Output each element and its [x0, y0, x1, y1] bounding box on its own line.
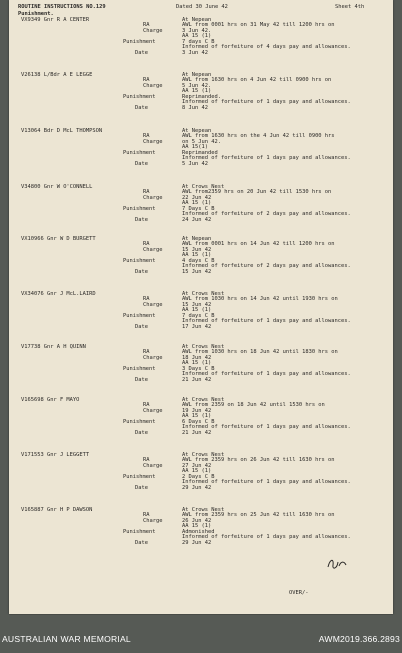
- date-label: Date: [135, 484, 148, 491]
- charge-line: 27 Jun 42: [182, 462, 212, 469]
- charge-line: AWL from 1030 hrs on 18 Jun 42 until 1830 hrs on: [182, 349, 338, 356]
- ra-value: At Nepean: [182, 72, 212, 78]
- date-value: 21 Jun 42: [182, 376, 212, 383]
- date-label: Date: [135, 376, 148, 383]
- forfeiture-note: Informed of forfeiture of 1 days pay and allowances.: [182, 479, 351, 486]
- charge-label: Charge: [143, 194, 163, 201]
- punishment-value: 6 Days C B: [182, 418, 215, 425]
- charge-line: AA 15(1): [182, 144, 208, 151]
- date-value: 8 Jun 42: [182, 104, 208, 111]
- charge-label: Charge: [143, 407, 163, 414]
- soldier-name: VX9349 Gnr R A CENTER: [21, 17, 90, 23]
- date-label: Date: [135, 216, 148, 223]
- date-label: Date: [135, 429, 148, 436]
- date-value: 29 Jun 42: [182, 539, 212, 546]
- forfeiture-note: Informed of forfeiture of 1 days pay and allowances.: [182, 318, 351, 325]
- ra-label: RA: [143, 512, 150, 519]
- document-date: Dated 30 June 42: [176, 4, 228, 10]
- date-label: Date: [135, 49, 148, 56]
- date-value: 15 Jun 42: [182, 268, 212, 275]
- charge-label: Charge: [143, 138, 163, 145]
- punishment-label: Punishment: [123, 149, 156, 156]
- charge-line: AA 15 (1): [182, 413, 212, 420]
- charge-line: AA 15 (1): [182, 200, 212, 207]
- over-marker: OVER/-: [289, 590, 309, 596]
- punishment-value: 3 Days C B: [182, 365, 215, 372]
- charge-line: 19 Jun 42: [182, 407, 212, 414]
- soldier-name: V34800 Gnr W O'CONNELL: [21, 184, 93, 190]
- charge-line: AWL from 1630 hrs on the 4 Jun 42 till 0900 hrs: [182, 133, 335, 140]
- date-label: Date: [135, 104, 148, 111]
- charge-line: AWL from 0001 hrs on 14 Jun 42 till 1200 hrs on: [182, 241, 335, 248]
- caption-accession: AWM2019.366.2893: [318, 634, 400, 644]
- charge-line: AA 15 (1): [182, 360, 212, 367]
- charge-label: Charge: [143, 246, 163, 253]
- date-value: 3 Jun 42: [182, 49, 208, 56]
- ra-value: At Crows Nest: [182, 397, 225, 403]
- punishment-value: Reprimanded.: [182, 93, 221, 100]
- soldier-name: VX34076 Gnr J McL.LAIRD: [21, 291, 96, 297]
- forfeiture-note: Informed of forfeiture of 4 days pay and allowances.: [182, 44, 351, 51]
- date-value: 21 Jun 42: [182, 429, 212, 436]
- punishment-value: 7 Days C B: [182, 205, 215, 212]
- charge-line: AA 15 (1): [182, 252, 212, 259]
- soldier-name: V13064 Bdr D McL THOMPSON: [21, 128, 103, 134]
- date-value: 24 Jun 42: [182, 216, 212, 223]
- ra-value: At Nepean: [182, 236, 212, 242]
- ra-label: RA: [143, 77, 150, 84]
- ra-label: RA: [143, 241, 150, 248]
- ra-value: At Crows Nest: [182, 291, 225, 297]
- ra-label: RA: [143, 349, 150, 356]
- document-title: ROUTINE INSTRUCTIONS NO.129: [18, 4, 106, 10]
- punishment-value: 4 days C B: [182, 257, 215, 264]
- date-label: Date: [135, 160, 148, 167]
- punishment-label: Punishment: [123, 418, 156, 425]
- punishment-value: 7 days C B: [182, 312, 215, 319]
- soldier-name: V165698 Gnr F MAYO: [21, 397, 80, 403]
- date-label: Date: [135, 268, 148, 275]
- ra-value: At Crows Nest: [182, 184, 225, 190]
- punishment-label: Punishment: [123, 38, 156, 45]
- charge-label: Charge: [143, 517, 163, 524]
- forfeiture-note: Informed of forfeiture of 1 days pay and allowances.: [182, 534, 351, 541]
- punishment-value: Admonished: [182, 528, 215, 535]
- soldier-name: VX10966 Gnr W D BURGETT: [21, 236, 96, 242]
- forfeiture-note: Informed of forfeiture of 1 days pay and allowances.: [182, 371, 351, 378]
- punishment-label: Punishment: [123, 205, 156, 212]
- charge-line: AWL from 2359 hrs on 25 Jun 42 till 1630 hrs on: [182, 512, 335, 519]
- charge-line: 15 Jun 42: [182, 246, 212, 253]
- charge-line: 5 Jun 42.: [182, 82, 212, 89]
- ra-value: At Crows Nest: [182, 507, 225, 513]
- ra-label: RA: [143, 402, 150, 409]
- charge-line: 22 Jun 42: [182, 194, 212, 201]
- punishment-label: Punishment: [123, 93, 156, 100]
- ra-value: At Nepean: [182, 17, 212, 23]
- ra-label: RA: [143, 457, 150, 464]
- punishment-label: Punishment: [123, 528, 156, 535]
- punishment-label: Punishment: [123, 365, 156, 372]
- sheet-number: Sheet 4th: [335, 4, 365, 10]
- charge-label: Charge: [143, 301, 163, 308]
- ra-label: RA: [143, 22, 150, 29]
- forfeiture-note: Informed of forfeiture of 1 days pay and allowances.: [182, 424, 351, 431]
- charge-line: AWL from 0001 hrs on 31 May 42 till 1200 hrs on: [182, 22, 335, 29]
- ra-value: At Crows Nest: [182, 452, 225, 458]
- forfeiture-note: Informed of forfeiture of 2 days pay and allowances.: [182, 211, 351, 218]
- ra-label: RA: [143, 189, 150, 196]
- handwritten-initials: [326, 557, 348, 571]
- punishment-label: Punishment: [123, 312, 156, 319]
- ra-value: At Crows Nest: [182, 344, 225, 350]
- ra-label: RA: [143, 133, 150, 140]
- soldier-name: V26138 L/Bdr A E LEGGE: [21, 72, 93, 78]
- charge-line: AWL from 1030 hrs on 14 Jun 42 until 1930 hrs on: [182, 296, 338, 303]
- section-heading: Punishment.: [18, 11, 54, 17]
- forfeiture-note: Informed of forfeiture of 2 days pay and allowances.: [182, 263, 351, 270]
- ra-value: At Nepean: [182, 128, 212, 134]
- charge-line: AA 15 (1): [182, 307, 212, 314]
- charge-line: AA 15 (1): [182, 88, 212, 95]
- date-value: 17 Jun 42: [182, 323, 212, 330]
- charge-line: AA 15 (1): [182, 33, 212, 40]
- charge-line: AA 15 (1): [182, 523, 212, 530]
- date-label: Date: [135, 539, 148, 546]
- punishment-value: Reprimanded: [182, 149, 218, 156]
- forfeiture-note: Informed of forfeiture of 1 days pay and allowances.: [182, 99, 351, 106]
- date-label: Date: [135, 323, 148, 330]
- charge-line: AWL from 1630 hrs on 4 Jun 42 till 0900 hrs on: [182, 77, 332, 84]
- caption-institution: AUSTRALIAN WAR MEMORIAL: [2, 634, 131, 644]
- charge-line: on 5 Jun 42.: [182, 138, 221, 145]
- soldier-name: V17738 Gnr A H QUINN: [21, 344, 86, 350]
- punishment-label: Punishment: [123, 473, 156, 480]
- document-page: [9, 0, 393, 614]
- date-value: 5 Jun 42: [182, 160, 208, 167]
- charge-line: AWL from 2359 hrs on 26 Jun 42 till 1630 hrs on: [182, 457, 335, 464]
- soldier-name: V171553 Gnr J LEGGETT: [21, 452, 90, 458]
- charge-line: 3 Jun 42.: [182, 27, 212, 34]
- punishment-label: Punishment: [123, 257, 156, 264]
- charge-line: AWL from 2359 on 18 Jun 42 until 1530 hrs on: [182, 402, 325, 409]
- charge-line: AWL from2359 hrs on 20 Jun 42 till 1530 hrs on: [182, 189, 332, 196]
- charge-label: Charge: [143, 82, 163, 89]
- charge-label: Charge: [143, 354, 163, 361]
- date-value: 29 Jun 42: [182, 484, 212, 491]
- caption-bar: [0, 615, 402, 653]
- charge-line: 15 Jun 42: [182, 301, 212, 308]
- forfeiture-note: Informed of forfeiture of 1 days pay and allowances.: [182, 155, 351, 162]
- charge-line: AA 15 (1): [182, 468, 212, 475]
- ra-label: RA: [143, 296, 150, 303]
- charge-line: 26 Jun 42: [182, 517, 212, 524]
- punishment-value: 2 Days C B: [182, 473, 215, 480]
- charge-line: 18 Jun 42: [182, 354, 212, 361]
- charge-label: Charge: [143, 27, 163, 34]
- soldier-name: V165887 Gnr H P DAWSON: [21, 507, 93, 513]
- punishment-value: 7 days C B: [182, 38, 215, 45]
- charge-label: Charge: [143, 462, 163, 469]
